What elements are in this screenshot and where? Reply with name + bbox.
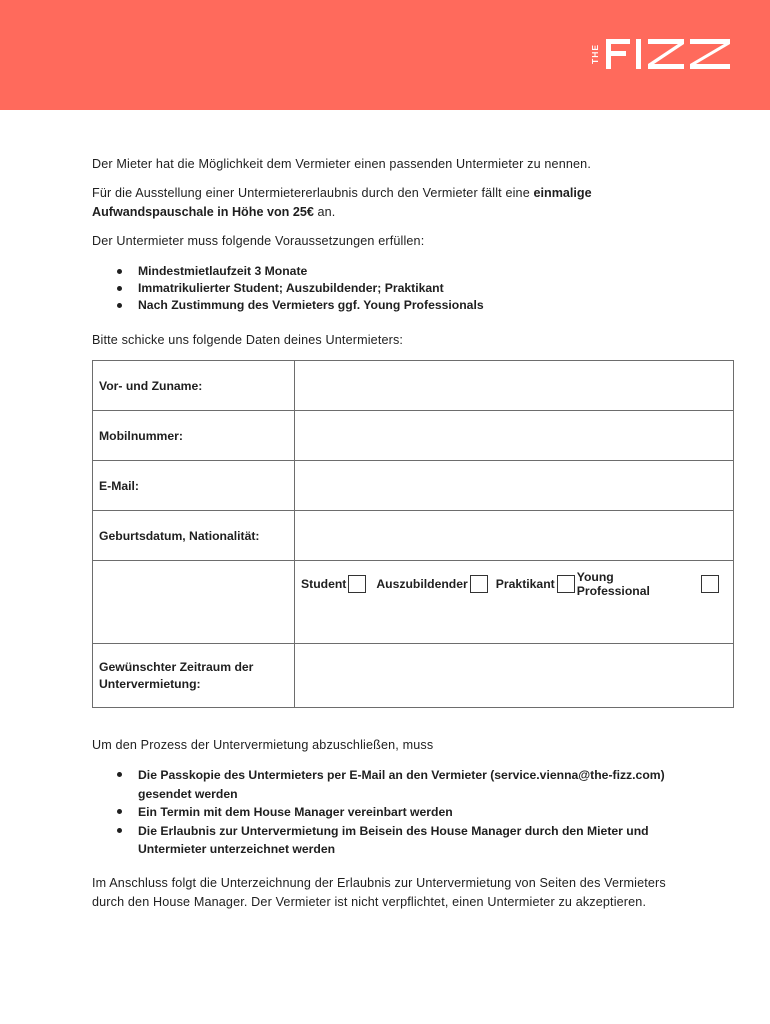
- option-apprentice: Auszubildender: [376, 575, 495, 593]
- option-young-professional: Young Professional: [577, 570, 727, 598]
- status-options: [301, 570, 727, 598]
- header-banner: [0, 0, 770, 110]
- list-item: Immatrikulierter Student; Auszubildender; Praktikant: [92, 280, 484, 297]
- fee-paragraph: [92, 184, 692, 222]
- name-field[interactable]: [295, 361, 734, 411]
- table-row: [93, 561, 734, 644]
- process-heading: Um den Prozess der Untervermietung abzuschließen, muss: [92, 738, 434, 752]
- email-field[interactable]: [295, 461, 734, 511]
- intern-checkbox[interactable]: [557, 575, 575, 593]
- requirements-list: [92, 263, 484, 314]
- option-student: Student: [301, 575, 374, 593]
- list-item: Mindestmietlaufzeit 3 Monate: [92, 263, 484, 280]
- fee-bold-1: einmalige: [533, 186, 592, 200]
- intro-text: Der Mieter hat die Möglichkeit dem Vermieter einen passenden Untermieter zu nennen.: [92, 157, 591, 171]
- list-item: Die Passkopie des Untermieters per E-Mail an den Vermieter (service.vienna@the-fizz.com) gesendet werden: [92, 766, 672, 803]
- email-label: E-Mail:: [93, 461, 295, 511]
- option-intern: Praktikant: [496, 575, 577, 593]
- process-steps-list: [92, 766, 672, 859]
- list-item: Die Erlaubnis zur Untervermietung im Beisein des House Manager durch den Mieter und Untermieter unterzeichnet werden: [92, 822, 672, 859]
- mobile-label: Mobilnummer:: [93, 411, 295, 461]
- requirements-heading: Der Untermieter muss folgende Voraussetzungen erfüllen:: [92, 234, 425, 248]
- fee-bold-2: Aufwandspauschale in Höhe von 25€: [92, 205, 314, 219]
- birthdate-nationality-label: Geburtsdatum, Nationalität:: [93, 511, 295, 561]
- list-item: Nach Zustimmung des Vermieters ggf. Young Professionals: [92, 297, 484, 314]
- closing-paragraph: Im Anschluss folgt die Unterzeichnung der Erlaubnis zur Untervermietung von Seiten des Vermieters durch den House Manager. Der Vermieter ist nicht verpflichtet, einen Untermieter zu akzeptieren.: [92, 876, 666, 909]
- form-intro: Bitte schicke uns folgende Daten deines Untermieters:: [92, 333, 404, 347]
- apprentice-checkbox[interactable]: [470, 575, 488, 593]
- table-row: [93, 644, 734, 708]
- bullet-icon: [117, 828, 122, 833]
- mobile-field[interactable]: [295, 411, 734, 461]
- bullet-icon: [117, 772, 122, 777]
- fizz-wordmark-icon: [606, 39, 734, 69]
- period-field[interactable]: [295, 644, 734, 708]
- student-checkbox[interactable]: [348, 575, 366, 593]
- table-row: [93, 411, 734, 461]
- the-fizz-logo: [590, 36, 735, 72]
- logo-prefix: THE: [590, 44, 600, 64]
- bullet-icon: [117, 809, 122, 814]
- status-cell: [295, 561, 734, 644]
- name-label: Vor- und Zuname:: [93, 361, 295, 411]
- bullet-icon: [117, 269, 122, 274]
- young-professional-checkbox[interactable]: [701, 575, 719, 593]
- fee-text-after: an.: [313, 205, 336, 219]
- bullet-icon: [117, 303, 122, 308]
- list-item: Ein Termin mit dem House Manager vereinbart werden: [92, 803, 672, 822]
- birthdate-nationality-field[interactable]: [295, 511, 734, 561]
- fee-text-before: Für die Ausstellung einer Untermietererlaubnis durch den Vermieter fällt eine: [92, 186, 534, 200]
- period-label: Gewünschter Zeitraum der Untervermietung:: [93, 644, 295, 708]
- status-empty-cell: [93, 561, 295, 644]
- table-row: [93, 461, 734, 511]
- table-row: [93, 361, 734, 411]
- bullet-icon: [117, 286, 122, 291]
- tenant-data-table: [92, 360, 734, 708]
- table-row: [93, 511, 734, 561]
